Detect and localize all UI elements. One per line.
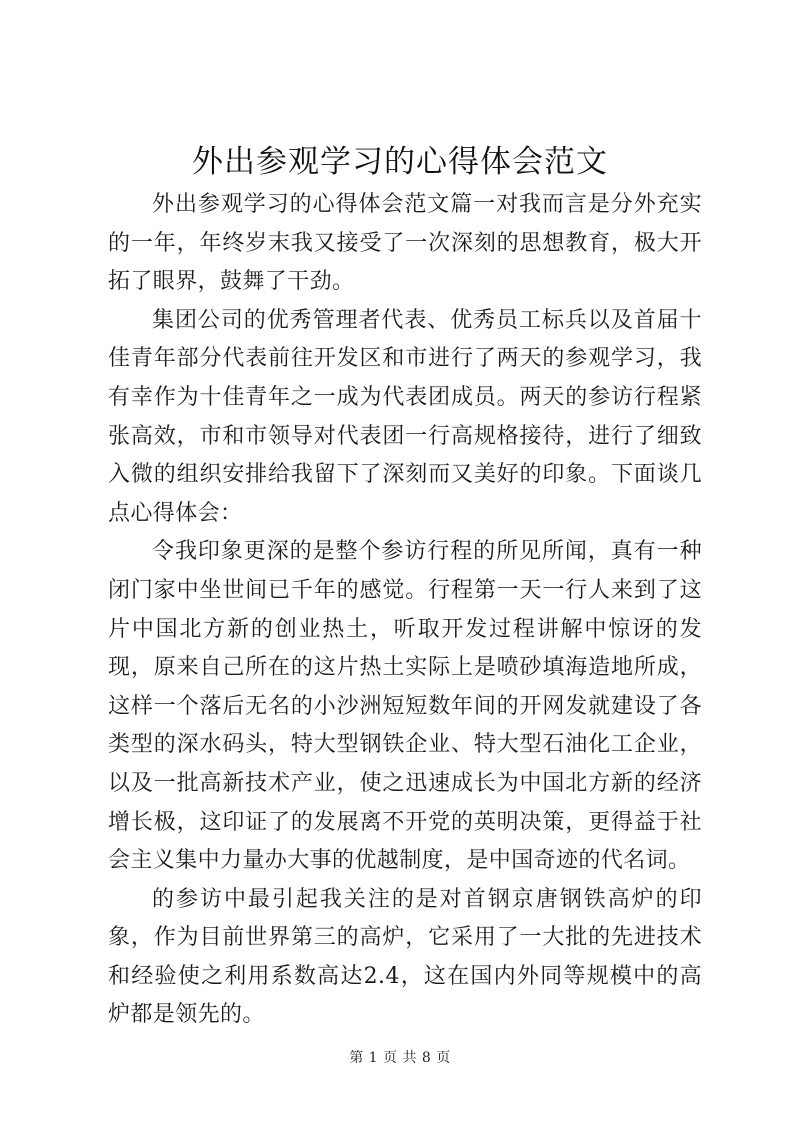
paragraph-2: 集团公司的优秀管理者代表、优秀员工标兵以及首届十佳青年部分代表前往开发区和市进行了两天的参观学习，我有幸作为十佳青年之一成为代表团成员。两天的参访行程紧张高效，市和市领导对代表团一行高规格接待，进行了细致入微的组织安排给我留下了深刻而又美好的印象。下面谈几点心得体会： [108, 307, 702, 526]
document-body [108, 186, 702, 1035]
paragraph-3: 令我印象更深的是整个参访行程的所见所闻，真有一种闭门家中坐世间已千年的感觉。行程第一天一行人来到了这片中国北方新的创业热土，听取开发过程讲解中惊讶的发现，原来自己所在的这片热土实际上是喷砂填海造地所成，这样一个落后无名的小沙洲短短数年间的开网发就建设了各类型的深水码头，特大型钢铁企业、特大型石油化工企业，以及一批高新技术产业，使之迅速成长为中国北方新的经济增长极，这印证了的发展离不开党的英明决策，更得益于社会主义集中力量办大事的优越制度，是中国奇迹的代名词。 [108, 539, 702, 874]
page-number-footer: 第 1 页 共 8 页 [349, 1050, 451, 1066]
paragraph-4: 的参访中最引起我关注的是对首钢京唐钢铁高炉的印象，作为目前世界第三的高炉，它采用了一大批的先进技术和经验使之利用系数高达2.4，这在国内外同等规模中的高炉都是领先的。 [108, 886, 702, 1028]
page-title: 外出参观学习的心得体会范文 [192, 144, 608, 180]
paragraph-1: 外出参观学习的心得体会范文篇一对我而言是分外充实的一年，年终岁末我又接受了一次深刻的思想教育，极大开拓了眼界，鼓舞了干劲。 [108, 192, 702, 295]
